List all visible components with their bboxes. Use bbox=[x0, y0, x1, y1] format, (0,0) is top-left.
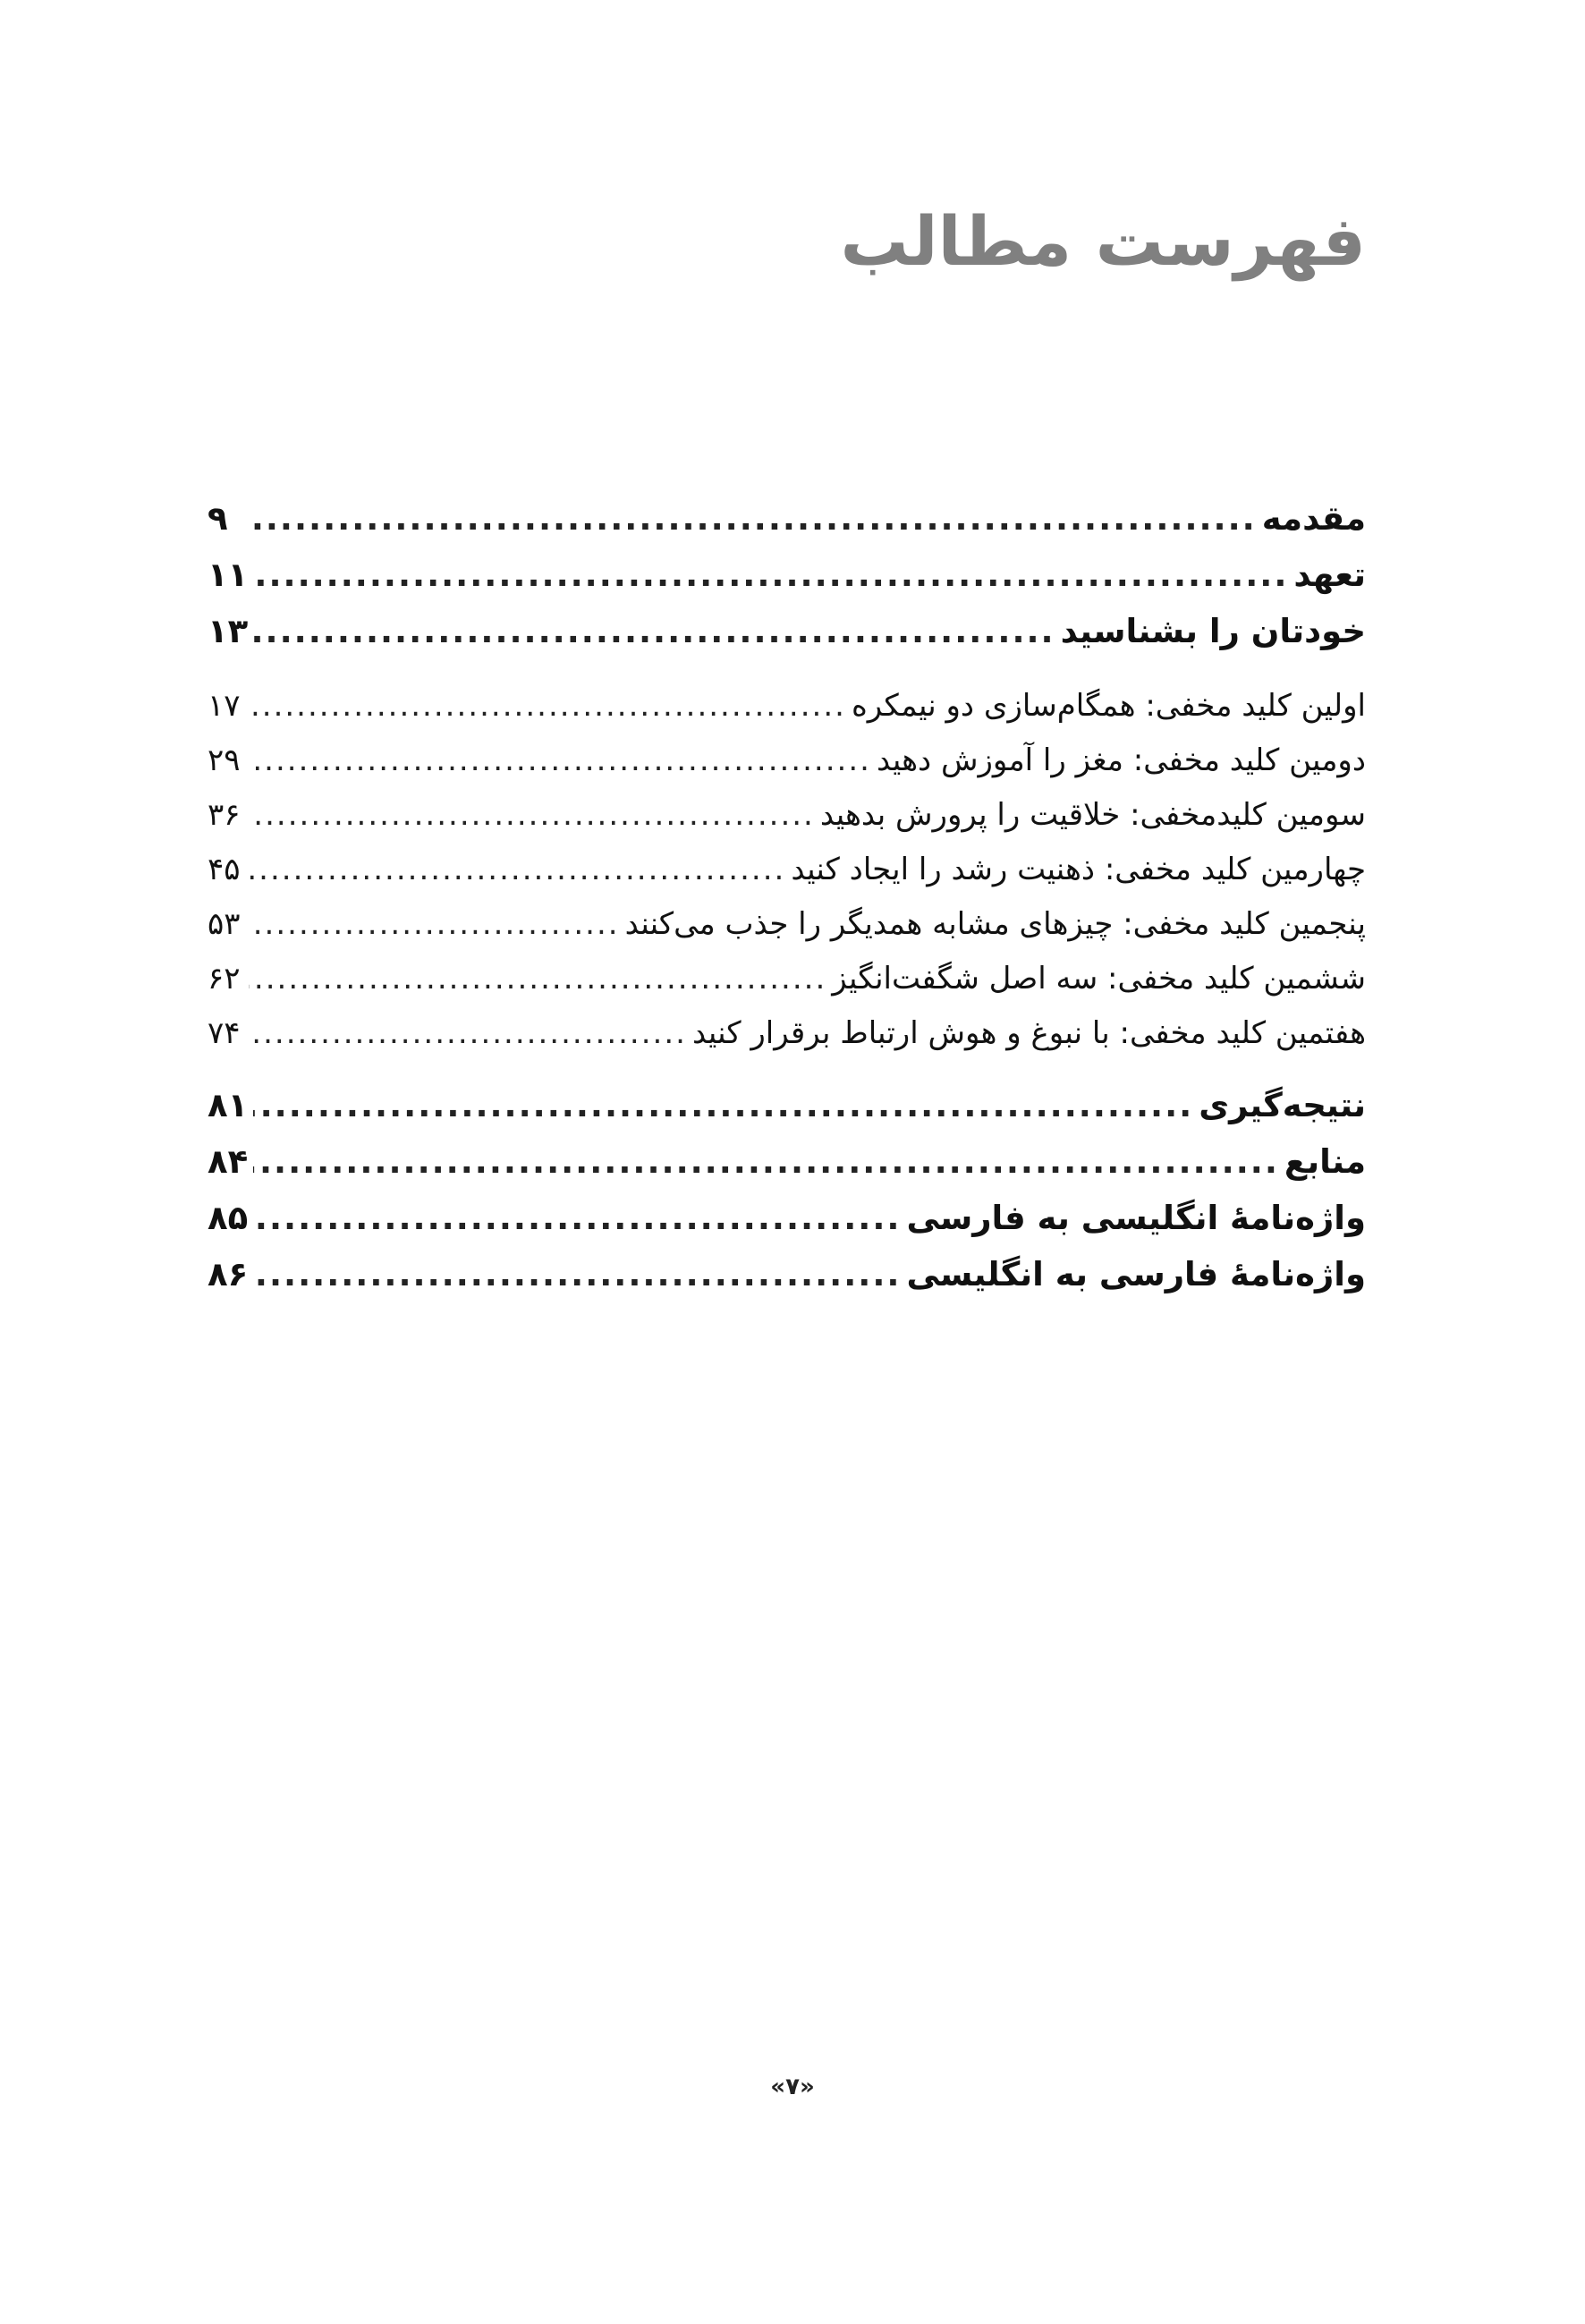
section-gap bbox=[208, 659, 1366, 679]
dot-leader bbox=[249, 788, 815, 843]
dot-leader bbox=[249, 490, 1257, 547]
toc-entry-title: منابع bbox=[1284, 1142, 1366, 1181]
toc-entry-page: ۸۱ bbox=[208, 1086, 249, 1124]
toc-entry-title: تعهد bbox=[1293, 556, 1366, 594]
page-title: فهرست مطالب bbox=[840, 201, 1366, 281]
page-number: «۷» bbox=[770, 2074, 815, 2100]
toc-entry-key-1[interactable] bbox=[208, 679, 1366, 734]
dot-leader bbox=[253, 1133, 1279, 1190]
toc-entry-page: ۸۶ bbox=[208, 1255, 249, 1293]
toc-entry-page: ۱۱ bbox=[208, 556, 249, 594]
toc-entry-title: دومین کلید مخفی: مغز را آموزش دهید bbox=[876, 742, 1366, 778]
toc-entry-key-7[interactable] bbox=[208, 1006, 1366, 1061]
toc-entry-page: ۴۵ bbox=[208, 852, 241, 887]
toc-entry-title: پنجمین کلید مخفی: چیزهای مشابه همدیگر را جذب می‌کنند bbox=[624, 906, 1366, 942]
toc-entry-page: ۵۳ bbox=[208, 906, 241, 942]
toc-entry-conclusion[interactable] bbox=[208, 1077, 1366, 1133]
toc-entry-page: ۸۴ bbox=[208, 1142, 249, 1181]
toc-entry-title: خودتان را بشناسید bbox=[1060, 612, 1366, 650]
toc-entry-references[interactable] bbox=[208, 1133, 1366, 1190]
toc-entry-page: ۱۳ bbox=[208, 612, 249, 650]
toc-entry-page: ۲۹ bbox=[208, 742, 241, 778]
toc-entry-title: هفتمین کلید مخفی: با نبوغ و هوش ارتباط برقرار کنید bbox=[691, 1015, 1366, 1051]
dot-leader bbox=[249, 679, 846, 734]
dot-leader bbox=[249, 952, 826, 1006]
toc-entry-page: ۸۵ bbox=[208, 1199, 249, 1237]
toc-entry-title: ششمین کلید مخفی: سه اصل شگفت‌انگیز bbox=[832, 961, 1366, 997]
dot-leader bbox=[253, 1246, 901, 1302]
dot-leader bbox=[253, 1077, 1193, 1133]
dot-leader bbox=[253, 1190, 901, 1246]
table-of-contents bbox=[208, 490, 1366, 1302]
dot-leader bbox=[253, 603, 1055, 659]
toc-entry-title: واژه‌نامهٔ فارسی به انگلیسی bbox=[906, 1255, 1366, 1293]
toc-entry-introduction[interactable] bbox=[208, 490, 1366, 547]
toc-entry-key-6[interactable] bbox=[208, 952, 1366, 1006]
toc-entry-key-5[interactable] bbox=[208, 897, 1366, 952]
dot-leader bbox=[249, 843, 785, 897]
toc-entry-title: سومین کلیدمخفی: خلاقیت را پرورش بدهید bbox=[819, 797, 1366, 833]
toc-entry-title: چهارمین کلید مخفی: ذهنیت رشد را ایجاد کنید bbox=[791, 852, 1366, 887]
toc-entry-page: ۳۶ bbox=[208, 797, 241, 833]
toc-entry-title: نتیجه‌گیری bbox=[1199, 1086, 1366, 1124]
section-gap bbox=[208, 1061, 1366, 1077]
toc-entry-key-3[interactable] bbox=[208, 788, 1366, 843]
toc-entry-title: اولین کلید مخفی: همگام‌سازی دو نیمکره bbox=[851, 688, 1366, 724]
dot-leader bbox=[249, 897, 620, 952]
toc-entry-page: ۶۲ bbox=[208, 961, 241, 997]
toc-entry-key-2[interactable] bbox=[208, 734, 1366, 788]
dot-leader bbox=[253, 547, 1288, 603]
toc-entry-know-yourself[interactable] bbox=[208, 603, 1366, 659]
toc-entry-page: ۱۷ bbox=[208, 688, 241, 724]
toc-entry-page: ۹ bbox=[208, 499, 228, 538]
toc-entry-title: مقدمه bbox=[1261, 499, 1366, 538]
dot-leader bbox=[249, 1006, 687, 1061]
toc-entry-commitment[interactable] bbox=[208, 547, 1366, 603]
toc-entry-glossary-en-fa[interactable] bbox=[208, 1190, 1366, 1246]
dot-leader bbox=[249, 734, 871, 788]
toc-entry-key-4[interactable] bbox=[208, 843, 1366, 897]
toc-entry-title: واژه‌نامهٔ انگلیسی به فارسی bbox=[906, 1199, 1366, 1237]
toc-entry-glossary-fa-en[interactable] bbox=[208, 1246, 1366, 1302]
toc-entry-page: ۷۴ bbox=[208, 1015, 241, 1051]
